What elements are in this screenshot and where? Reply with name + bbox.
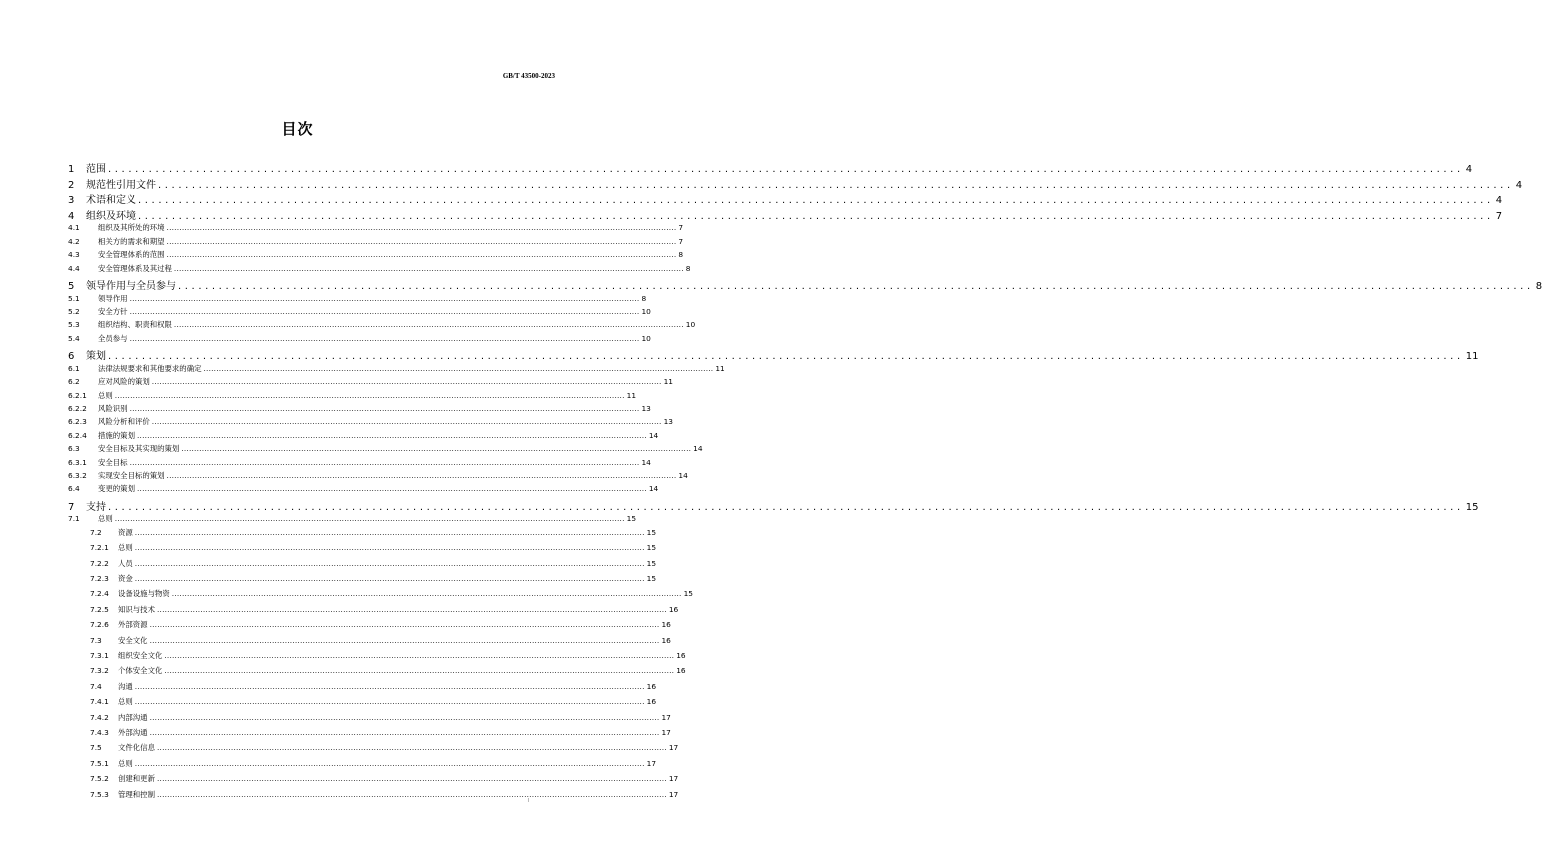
toc-dot-leader: ........................................................................................................................................................................................................ bbox=[151, 377, 662, 387]
toc-dot-leader: ........................................................................................................................................................................................................ bbox=[129, 333, 640, 343]
toc-entry-title: 组织结构、职责和权限 bbox=[98, 320, 172, 330]
toc-entry-number: 6.4 bbox=[68, 484, 80, 494]
toc-entry-number: 4.1 bbox=[68, 223, 80, 233]
toc-entry-number: 7.2.6 bbox=[90, 620, 109, 630]
toc-entry-title: 资源 bbox=[118, 527, 133, 537]
toc-entry-number: 7.4.3 bbox=[90, 728, 109, 737]
toc-entry-page: 16 bbox=[676, 666, 686, 676]
toc-entry-page: 17 bbox=[668, 789, 679, 799]
toc-entry-title: 变更的策划 bbox=[98, 484, 135, 494]
toc-entry-number: 6 bbox=[68, 351, 75, 363]
toc-entry-title: 沟通 bbox=[118, 681, 133, 691]
toc-entry-page: 16 bbox=[661, 635, 671, 645]
toc-entry-page: 15 bbox=[646, 543, 657, 553]
toc-entry-number: 7.3 bbox=[90, 635, 102, 645]
toc-entry[interactable] bbox=[68, 277, 1542, 292]
toc-entry-page: 4 bbox=[1465, 164, 1473, 175]
toc-entry-title: 相关方的需求和期望 bbox=[98, 236, 165, 246]
toc-entry-number: 7.5.2 bbox=[90, 774, 109, 784]
toc-dot-leader: ........................................................................................................................................................................................................ bbox=[108, 351, 1464, 363]
toc-entry-title: 组织及环境 bbox=[86, 210, 136, 222]
toc-dot-leader: ........................................................................................................................................................................................................ bbox=[138, 210, 1494, 222]
toc-entry[interactable] bbox=[68, 513, 637, 526]
toc-entry-page: 15 bbox=[646, 527, 657, 537]
toc-entry-page: 15 bbox=[646, 558, 657, 568]
toc-entry[interactable] bbox=[68, 470, 688, 483]
toc-entry-number: 7.4.2 bbox=[90, 712, 109, 722]
toc-entry[interactable] bbox=[90, 773, 679, 788]
toc-entry-page: 16 bbox=[661, 620, 671, 630]
toc-entry-number: 6.1 bbox=[68, 363, 80, 373]
toc-entry-number: 7.2.2 bbox=[90, 558, 109, 568]
toc-entry-title: 总则 bbox=[98, 514, 113, 524]
toc-entry[interactable] bbox=[90, 650, 686, 665]
toc-dot-leader: ........................................................................................................................................................................................................ bbox=[166, 250, 677, 260]
toc-entry-number: 6.2.3 bbox=[68, 417, 87, 427]
toc-dot-leader: ........................................................................................................................................................................................................ bbox=[149, 635, 660, 645]
toc-entry-page: 11 bbox=[663, 377, 674, 387]
toc-entry[interactable] bbox=[90, 588, 694, 603]
toc-entry-number: 7.5 bbox=[90, 743, 102, 753]
toc-dot-leader: ........................................................................................................................................................................................................ bbox=[166, 236, 677, 246]
toc-entry-page: 16 bbox=[676, 651, 686, 660]
toc-entry-number: 6.2.4 bbox=[68, 430, 87, 440]
toc-entry-page: 17 bbox=[661, 728, 671, 737]
toc-dot-leader: ........................................................................................................................................................................................................ bbox=[136, 484, 647, 494]
toc-dot-leader: ........................................................................................................................................................................................................ bbox=[164, 666, 675, 676]
toc-entry[interactable] bbox=[90, 558, 657, 573]
toc-entry-number: 6.2 bbox=[68, 377, 80, 387]
toc-entry[interactable] bbox=[68, 319, 696, 332]
toc-entry-number: 6.3 bbox=[68, 444, 80, 454]
toc-entry-page: 8 bbox=[678, 250, 684, 260]
toc-entry[interactable] bbox=[90, 635, 671, 650]
toc-entry-number: 2 bbox=[68, 179, 75, 191]
toc-entry[interactable] bbox=[68, 191, 1503, 207]
toc-entry[interactable] bbox=[68, 207, 1503, 222]
toc-entry-number: 7.2.4 bbox=[90, 589, 109, 599]
toc-entry-title: 总则 bbox=[98, 390, 113, 400]
toc-entry-page: 17 bbox=[668, 743, 679, 753]
toc-entry[interactable] bbox=[90, 604, 679, 619]
toc-entry[interactable] bbox=[68, 403, 651, 416]
toc-entry-number: 7 bbox=[68, 501, 75, 513]
toc-entry[interactable] bbox=[68, 457, 651, 470]
toc-entry-number: 5.3 bbox=[68, 320, 80, 330]
toc-entry-number: 6.2.2 bbox=[68, 404, 87, 413]
toc-entry-page: 7 bbox=[1495, 210, 1503, 222]
toc-dot-leader: ........................................................................................................................................................................................................ bbox=[138, 195, 1494, 207]
toc-entry-page: 13 bbox=[641, 404, 651, 413]
toc-entry-title: 创建和更新 bbox=[118, 774, 155, 784]
toc-entry-title: 人员 bbox=[118, 558, 133, 568]
toc-entry[interactable] bbox=[68, 416, 674, 429]
toc-entry-title: 总则 bbox=[118, 543, 133, 553]
toc-dot-leader: ........................................................................................................................................................................................................ bbox=[136, 430, 647, 440]
toc-entry-title: 术语和定义 bbox=[86, 195, 136, 207]
page-number: I bbox=[527, 798, 529, 804]
toc-entry-page: 15 bbox=[626, 514, 637, 524]
toc-entry-page: 17 bbox=[661, 712, 671, 722]
toc-entry-title: 规范性引用文件 bbox=[86, 179, 156, 191]
toc-entry-number: 6.3.1 bbox=[68, 457, 87, 467]
toc-entry[interactable] bbox=[68, 306, 651, 319]
toc-entry[interactable] bbox=[68, 176, 1523, 191]
toc-dot-leader: ........................................................................................................................................................................................................ bbox=[108, 164, 1464, 175]
toc-entry-title: 风险识别 bbox=[98, 404, 128, 413]
toc-entry-page: 15 bbox=[683, 589, 694, 599]
toc-entry-title: 安全管理体系及其过程 bbox=[98, 263, 172, 273]
toc-entry[interactable] bbox=[90, 527, 657, 542]
toc-dot-leader: ........................................................................................................................................................................................................ bbox=[164, 651, 675, 660]
toc-dot-leader: ........................................................................................................................................................................................................ bbox=[114, 390, 625, 400]
toc-entry-title: 总则 bbox=[118, 758, 133, 768]
toc-entry-title: 全员参与 bbox=[98, 333, 128, 343]
toc-dot-leader: ........................................................................................................................................................................................................ bbox=[134, 527, 645, 537]
toc-entry-number: 5.2 bbox=[68, 307, 80, 316]
toc-entry[interactable] bbox=[90, 742, 679, 757]
toc-entry-number: 7.5.1 bbox=[90, 758, 109, 768]
toc-entry-title: 策划 bbox=[86, 351, 106, 363]
toc-entry-number: 7.2.3 bbox=[90, 574, 109, 583]
toc-entry-number: 4 bbox=[68, 210, 75, 222]
toc-entry-page: 4 bbox=[1495, 195, 1503, 207]
toc-entry-page: 8 bbox=[685, 263, 691, 273]
toc-entry-number: 7.2.5 bbox=[90, 604, 109, 614]
toc-dot-leader: ........................................................................................................................................................................................................ bbox=[134, 758, 645, 768]
toc-dot-leader: ........................................................................................................................................................................................................ bbox=[156, 743, 667, 753]
toc-entry-title: 风险分析和评价 bbox=[98, 417, 150, 427]
toc-dot-leader: ........................................................................................................................................................................................................ bbox=[156, 774, 667, 784]
toc-entry[interactable] bbox=[68, 430, 659, 443]
toc-entry-title: 组织及其所处的环境 bbox=[98, 223, 165, 233]
toc-entry[interactable] bbox=[68, 160, 1473, 175]
toc-entry-number: 4.3 bbox=[68, 250, 80, 260]
toc-dot-leader: ........................................................................................................................................................................................................ bbox=[203, 363, 714, 373]
toc-entry[interactable] bbox=[68, 249, 684, 262]
toc-entry-number: 6.2.1 bbox=[68, 390, 87, 400]
toc-entry[interactable] bbox=[90, 712, 671, 727]
toc-entry-title: 支持 bbox=[86, 501, 106, 513]
toc-dot-leader: ........................................................................................................................................................................................................ bbox=[166, 471, 677, 480]
toc-entry[interactable] bbox=[90, 696, 657, 711]
standard-code: GB/T 43500-2023 bbox=[502, 72, 555, 80]
toc-entry-title: 个体安全文化 bbox=[118, 666, 163, 676]
toc-entry-number: 7.1 bbox=[68, 514, 80, 524]
toc-dot-leader: ........................................................................................................................................................................................................ bbox=[149, 712, 660, 722]
toc-dot-leader: ........................................................................................................................................................................................................ bbox=[149, 728, 660, 737]
toc-entry-title: 安全方针 bbox=[98, 307, 128, 316]
toc-title: 目次 bbox=[281, 120, 314, 138]
toc-entry[interactable] bbox=[90, 573, 657, 588]
toc-entry-page: 17 bbox=[668, 774, 679, 784]
toc-entry-title: 外部沟通 bbox=[118, 728, 148, 737]
toc-entry-page: 17 bbox=[646, 758, 657, 768]
toc-dot-leader: ........................................................................................................................................................................................................ bbox=[156, 604, 667, 614]
toc-dot-leader: ........................................................................................................................................................................................................ bbox=[158, 179, 1514, 191]
toc-entry-number: 7.3.2 bbox=[90, 666, 109, 676]
toc-dot-leader: ........................................................................................................................................................................................................ bbox=[171, 589, 682, 599]
toc-entry-title: 法律法规要求和其他要求的确定 bbox=[98, 363, 202, 373]
toc-dot-leader: ........................................................................................................................................................................................................ bbox=[134, 543, 645, 553]
toc-entry-title: 资金 bbox=[118, 574, 133, 583]
toc-entry-page: 14 bbox=[641, 457, 651, 467]
toc-dot-leader: ........................................................................................................................................................................................................ bbox=[108, 501, 1464, 513]
toc-entry-page: 16 bbox=[668, 604, 679, 614]
toc-dot-leader: ........................................................................................................................................................................................................ bbox=[149, 620, 660, 630]
toc-entry-title: 内部沟通 bbox=[118, 712, 148, 722]
toc-entry-title: 管理和控制 bbox=[118, 789, 155, 799]
toc-entry[interactable] bbox=[68, 498, 1479, 513]
toc-entry-number: 7.2.1 bbox=[90, 543, 109, 553]
toc-entry-title: 文件化信息 bbox=[118, 743, 155, 753]
toc-entry-page: 15 bbox=[1465, 501, 1479, 513]
toc-entry-page: 16 bbox=[646, 681, 657, 691]
toc-entry[interactable] bbox=[68, 443, 703, 456]
toc-entry-title: 措施的策划 bbox=[98, 430, 135, 440]
toc-dot-leader: ........................................................................................................................................................................................................ bbox=[151, 417, 662, 427]
toc-entry-page: 11 bbox=[715, 363, 725, 373]
toc-entry-number: 5.4 bbox=[68, 333, 80, 343]
toc-entry[interactable] bbox=[68, 333, 651, 346]
toc-entry[interactable] bbox=[90, 789, 679, 804]
toc-dot-leader: ........................................................................................................................................................................................................ bbox=[129, 307, 640, 316]
toc-entry-page: 14 bbox=[693, 444, 703, 454]
toc-entry[interactable] bbox=[68, 376, 674, 389]
toc-entry-title: 设备设施与物资 bbox=[118, 589, 170, 599]
toc-dot-leader: ........................................................................................................................................................................................................ bbox=[134, 558, 645, 568]
toc-entry[interactable] bbox=[68, 263, 691, 276]
toc-entry-number: 7.5.3 bbox=[90, 789, 109, 799]
toc-entry-number: 3 bbox=[68, 195, 75, 207]
toc-entry-page: 7 bbox=[678, 223, 684, 233]
toc-entry-number: 7.4 bbox=[90, 681, 102, 691]
toc-entry[interactable] bbox=[90, 758, 657, 773]
toc-dot-leader: ........................................................................................................................................................................................................ bbox=[173, 320, 684, 330]
toc-entry-number: 7.4.1 bbox=[90, 697, 109, 707]
toc-entry[interactable] bbox=[68, 236, 684, 249]
toc-entry-number: 4.2 bbox=[68, 236, 80, 246]
toc-entry[interactable] bbox=[90, 665, 686, 680]
toc-entry[interactable] bbox=[68, 293, 647, 306]
toc-entry-number: 5 bbox=[68, 281, 75, 292]
toc-entry[interactable] bbox=[68, 222, 684, 235]
toc-entry-page: 14 bbox=[648, 484, 659, 494]
toc-entry[interactable] bbox=[90, 681, 657, 696]
toc-entry-title: 实现安全目标的策划 bbox=[98, 471, 165, 480]
toc-entry-number: 6.3.2 bbox=[68, 471, 87, 480]
toc-entry[interactable] bbox=[68, 390, 637, 403]
toc-entry-page: 14 bbox=[648, 430, 659, 440]
toc-entry-page: 13 bbox=[663, 417, 674, 427]
toc-dot-leader: ........................................................................................................................................................................................................ bbox=[181, 444, 692, 454]
toc-dot-leader: ........................................................................................................................................................................................................ bbox=[156, 789, 667, 799]
toc-entry-page: 11 bbox=[626, 390, 637, 400]
toc-entry-title: 外部资源 bbox=[118, 620, 148, 630]
toc-entry-title: 范围 bbox=[86, 164, 106, 175]
toc-entry-page: 10 bbox=[641, 333, 651, 343]
toc-entry-number: 4.4 bbox=[68, 263, 80, 273]
toc-entry-number: 1 bbox=[68, 164, 75, 175]
toc-dot-leader: ........................................................................................................................................................................................................ bbox=[134, 574, 645, 583]
toc-entry-title: 安全目标 bbox=[98, 457, 128, 467]
toc-entry-title: 领导作用与全员参与 bbox=[86, 281, 176, 292]
toc-entry-title: 总则 bbox=[118, 697, 133, 707]
toc-entry[interactable] bbox=[90, 542, 657, 557]
toc-entry-page: 14 bbox=[678, 471, 688, 480]
toc-entry-title: 安全管理体系的范围 bbox=[98, 250, 165, 260]
toc-entry-title: 安全目标及其实现的策划 bbox=[98, 444, 180, 454]
toc-entry-page: 8 bbox=[1535, 281, 1542, 292]
toc-entry-page: 10 bbox=[641, 307, 651, 316]
toc-dot-leader: ........................................................................................................................................................................................................ bbox=[134, 697, 645, 707]
toc-entry-number: 7.2 bbox=[90, 527, 102, 537]
toc-entry-page: 10 bbox=[685, 320, 696, 330]
toc-entry-page: 11 bbox=[1465, 351, 1479, 363]
toc-entry-title: 应对风险的策划 bbox=[98, 377, 150, 387]
toc-entry-title: 安全文化 bbox=[118, 635, 148, 645]
toc-entry[interactable] bbox=[68, 483, 659, 496]
toc-entry-number: 5.1 bbox=[68, 293, 80, 303]
toc-entry-title: 领导作用 bbox=[98, 293, 128, 303]
toc-entry[interactable] bbox=[90, 727, 671, 742]
toc-entry[interactable] bbox=[68, 363, 725, 376]
toc-entry[interactable] bbox=[90, 619, 671, 634]
toc-dot-leader: ........................................................................................................................................................................................................ bbox=[114, 514, 625, 524]
toc-entry-page: 4 bbox=[1515, 179, 1523, 191]
toc-entry-title: 组织安全文化 bbox=[118, 651, 163, 660]
toc-entry-page: 15 bbox=[646, 574, 657, 583]
toc-entry[interactable] bbox=[68, 347, 1479, 363]
toc-dot-leader: ........................................................................................................................................................................................................ bbox=[134, 681, 645, 691]
toc-dot-leader: ........................................................................................................................................................................................................ bbox=[129, 457, 640, 467]
toc-dot-leader: ........................................................................................................................................................................................................ bbox=[129, 404, 640, 413]
toc-entry-page: 7 bbox=[678, 236, 684, 246]
toc-entry-title: 知识与技术 bbox=[118, 604, 155, 614]
toc-entry-number: 7.3.1 bbox=[90, 651, 109, 660]
toc-dot-leader: ........................................................................................................................................................................................................ bbox=[178, 281, 1534, 292]
toc-dot-leader: ........................................................................................................................................................................................................ bbox=[173, 263, 684, 273]
toc-dot-leader: ........................................................................................................................................................................................................ bbox=[166, 223, 677, 233]
toc-dot-leader: ........................................................................................................................................................................................................ bbox=[129, 293, 640, 303]
toc-entry-page: 16 bbox=[646, 697, 657, 707]
toc-entry-page: 8 bbox=[641, 293, 647, 303]
